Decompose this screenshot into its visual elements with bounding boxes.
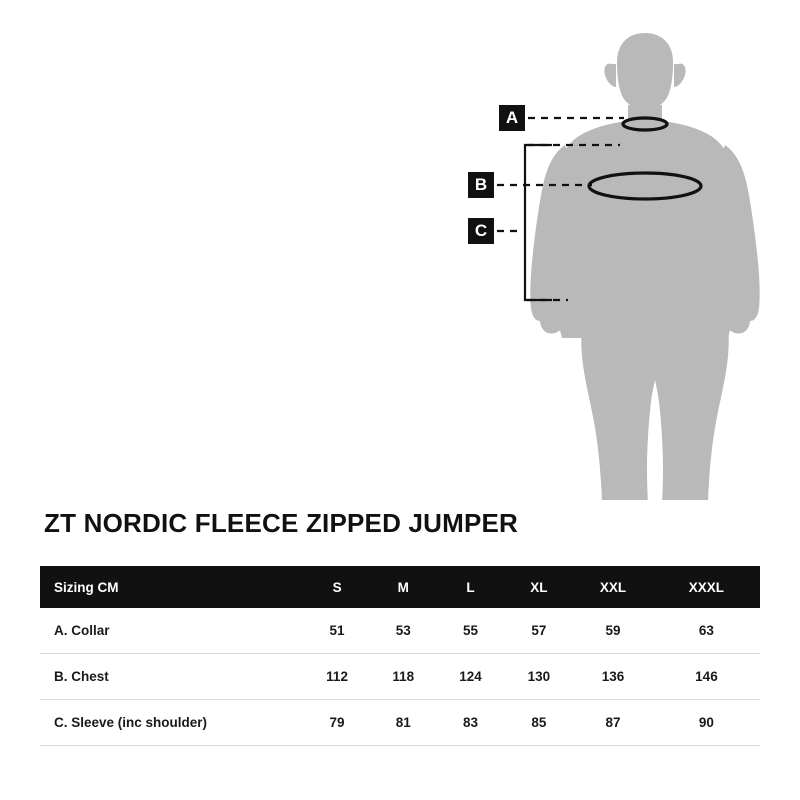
- cell-sleeve-l: 83: [436, 700, 504, 746]
- cell-chest-s: 112: [304, 654, 370, 700]
- cell-sleeve-xxl: 87: [573, 700, 653, 746]
- table-header-row: [40, 566, 760, 608]
- table-row: [40, 700, 760, 746]
- cell-chest-xxxl: 146: [653, 654, 760, 700]
- body-silhouette: [530, 33, 759, 500]
- cell-collar-m: 53: [370, 608, 436, 654]
- marker-a: A: [499, 105, 525, 131]
- cell-sleeve-xl: 85: [505, 700, 573, 746]
- cell-collar-s: 51: [304, 608, 370, 654]
- column-header-sizing: Sizing CM: [40, 566, 304, 608]
- table-row: [40, 654, 760, 700]
- cell-sleeve-xxxl: 90: [653, 700, 760, 746]
- marker-c: C: [468, 218, 494, 244]
- table-header: [40, 566, 760, 608]
- cell-collar-xl: 57: [505, 608, 573, 654]
- page-title: ZT NORDIC FLEECE ZIPPED JUMPER: [44, 508, 519, 538]
- sizing-table: [40, 566, 760, 746]
- row-label-sleeve: C. Sleeve (inc shoulder): [40, 700, 304, 746]
- cell-collar-l: 55: [436, 608, 504, 654]
- cell-collar-xxl: 59: [573, 608, 653, 654]
- column-header-m: M: [370, 566, 436, 608]
- cell-sleeve-s: 79: [304, 700, 370, 746]
- marker-b: B: [468, 172, 494, 198]
- table-body: [40, 608, 760, 746]
- row-label-chest: B. Chest: [40, 654, 304, 700]
- cell-collar-xxxl: 63: [653, 608, 760, 654]
- row-label-collar: A. Collar: [40, 608, 304, 654]
- column-header-xxl: XXL: [573, 566, 653, 608]
- cell-chest-xl: 130: [505, 654, 573, 700]
- column-header-xxxl: XXXL: [653, 566, 760, 608]
- cell-sleeve-m: 81: [370, 700, 436, 746]
- table-row: [40, 608, 760, 654]
- cell-chest-l: 124: [436, 654, 504, 700]
- column-header-s: S: [304, 566, 370, 608]
- column-header-l: L: [436, 566, 504, 608]
- cell-chest-m: 118: [370, 654, 436, 700]
- column-header-xl: XL: [505, 566, 573, 608]
- cell-chest-xxl: 136: [573, 654, 653, 700]
